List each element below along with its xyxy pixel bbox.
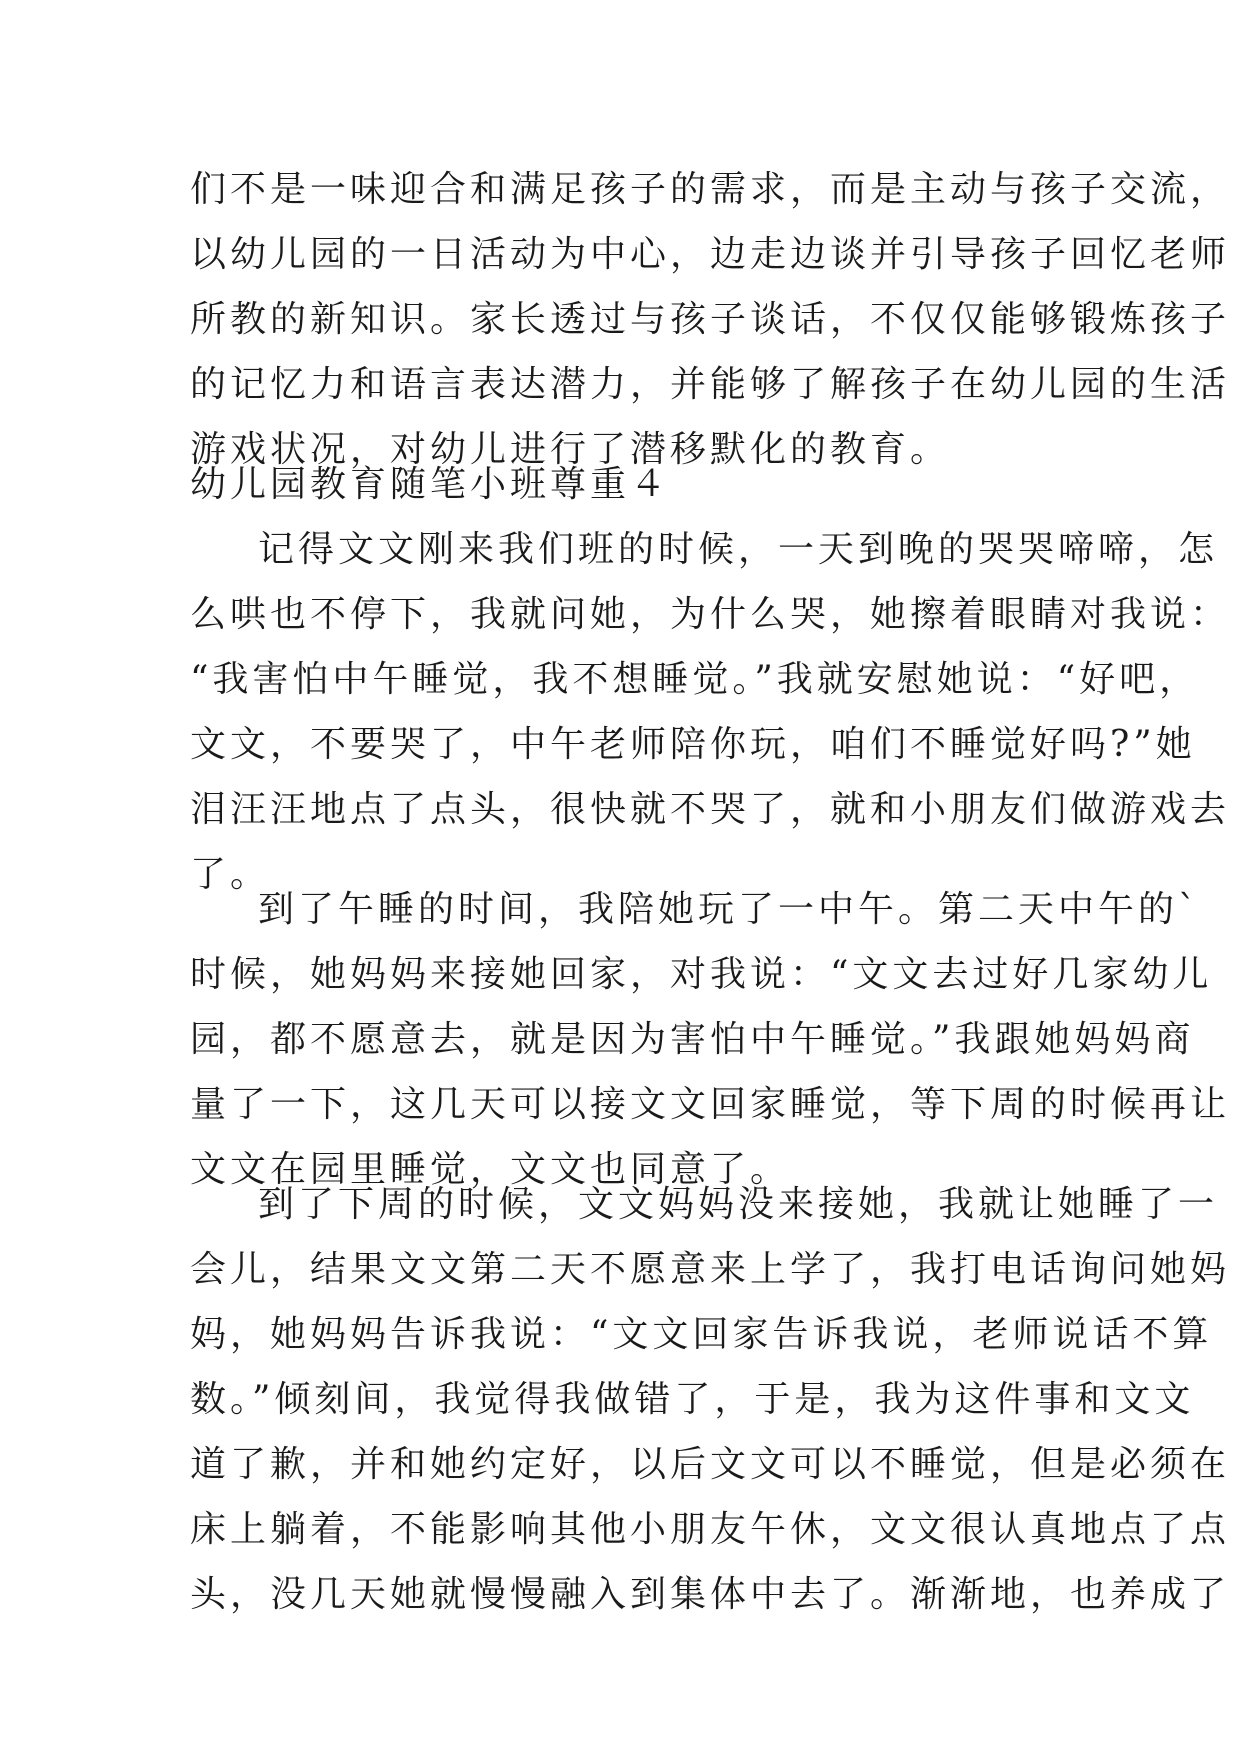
- text-line: 了。: [190, 854, 271, 895]
- text-line: 头，没几天她就慢慢融入到集体中去了。渐渐地，也养成了: [190, 1574, 1231, 1615]
- section-heading: [190, 452, 1070, 517]
- text-line: 数。”倾刻间，我觉得我做错了，于是，我为这件事和文文: [190, 1379, 1195, 1420]
- text-line: “我害怕中午睡觉，我不想睡觉。”我就安慰她说：“好吧，: [190, 659, 1200, 700]
- section-title: 幼儿园教育随笔小班尊重４: [190, 464, 671, 505]
- text-line: 文文在园里睡觉，文文也同意了。: [190, 1149, 791, 1190]
- text-line: 泪汪汪地点了点头，很快就不哭了，就和小朋友们做游戏去: [190, 789, 1231, 830]
- text-line: 记得文文刚来我们班的时候，一天到晚的哭哭啼啼，怎: [258, 529, 1219, 570]
- text-line: 以幼儿园的一日活动为中心，边走边谈并引导孩子回忆老师: [190, 234, 1231, 275]
- text-line: 么哄也不停下，我就问她，为什么哭，她擦着眼睛对我说：: [190, 594, 1231, 635]
- paragraph-2: [190, 877, 1231, 1202]
- text-line: 所教的新知识。家长透过与孩子谈话，不仅仅能够锻炼孩子: [190, 299, 1231, 340]
- text-line: 到了下周的时候，文文妈妈没来接她，我就让她睡了一: [258, 1184, 1219, 1225]
- text-line: 到了午睡的时间，我陪她玩了一中午。第二天中午的`: [258, 889, 1201, 930]
- text-line: 量了一下，这几天可以接文文回家睡觉，等下周的时候再让: [190, 1084, 1231, 1125]
- text-line: 的记忆力和语言表达潜力，并能够了解孩子在幼儿园的生活: [190, 364, 1231, 405]
- text-line: 妈，她妈妈告诉我说：“文文回家告诉我说，老师说话不算: [190, 1314, 1213, 1355]
- paragraph-1: [190, 517, 1231, 907]
- text-line: 文文，不要哭了，中午老师陪你玩，咱们不睡觉好吗?”她: [190, 724, 1196, 765]
- text-line: 时候，她妈妈来接她回家，对我说：“文文去过好几家幼儿: [190, 954, 1213, 995]
- text-line: 会儿，结果文文第二天不愿意来上学了，我打电话询问她妈: [190, 1249, 1231, 1290]
- paragraph-3: [190, 1172, 1231, 1627]
- intro-paragraph: [190, 157, 1231, 482]
- text-line: 游戏状况，对幼儿进行了潜移默化的教育。: [190, 429, 951, 470]
- text-line: 道了歉，并和她约定好，以后文文可以不睡觉，但是必须在: [190, 1444, 1231, 1485]
- text-line: 们不是一味迎合和满足孩子的需求，而是主动与孩子交流，: [190, 169, 1231, 210]
- text-line: 园，都不愿意去，就是因为害怕中午睡觉。”我跟她妈妈商: [190, 1019, 1195, 1060]
- text-line: 床上躺着，不能影响其他小朋友午休，文文很认真地点了点: [190, 1509, 1231, 1550]
